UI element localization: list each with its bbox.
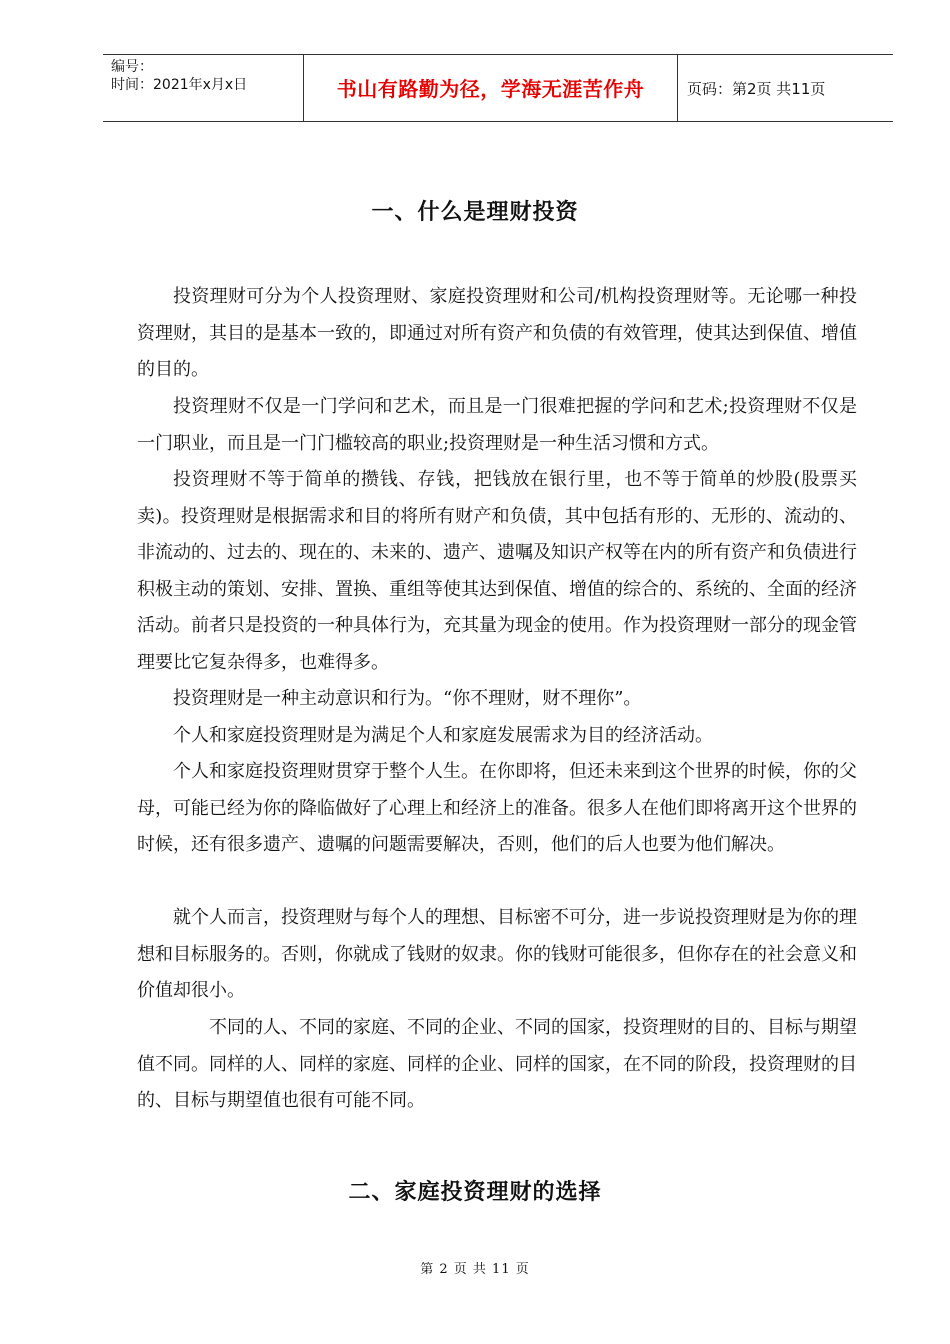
- section-2-heading: 二、家庭投资理财的选择: [348, 1180, 602, 1205]
- paragraph: 就个人而言，投资理财与每个人的理想、目标密不可分，进一步说投资理财是为你的理想和目标服务的。否则，你就成了钱财的奴隶。你的钱财可能很多，但你存在的社会意义和价值却很小。: [137, 907, 857, 1001]
- paragraph: 不同的人、不同的家庭、不同的企业、不同的国家，投资理财的目的、目标与期望值不同。同样的人、同样的家庭、同样的企业、同样的国家，在不同的阶段，投资理财的目的、目标与期望值也很有可能不同。: [137, 1017, 857, 1111]
- paragraph: 个人和家庭投资理财贯穿于整个人生。在你即将，但还未来到这个世界的时候，你的父母，可能已经为你的降临做好了心理上和经济上的准备。很多人在他们即将离开这个世界的时候，还有很多遗产、遗嘱的问题需要解决，否则，他们的后人也要为他们解决。: [137, 761, 857, 855]
- header-meta: [103, 55, 304, 121]
- paragraph: 投资理财不仅是一门学问和艺术，而且是一门很难把握的学问和艺术;投资理财不仅是一门职业，而且是一门门槛较高的职业;投资理财是一种生活习惯和方式。: [137, 396, 857, 454]
- date-label: 时间：2021年x月x日: [111, 77, 248, 93]
- paragraph: 投资理财是一种主动意识和行为。“你不理财，财不理你”。: [173, 688, 642, 709]
- paragraph: 投资理财可分为个人投资理财、家庭投资理财和公司/机构投资理财等。无论哪一种投资理财，其目的是基本一致的，即通过对所有资产和负债的有效管理，使其达到保值、增值的目的。: [137, 286, 857, 380]
- section-1-heading: 一、什么是理财投资: [371, 200, 579, 225]
- paragraph: 投资理财不等于简单的攒钱、存钱，把钱放在银行里，也不等于简单的炒股(股票买卖)。投资理财是根据需求和目的将所有财产和负债，其中包括有形的、无形的、流动的、非流动的、过去的、现在的、未来的、遗产、遗嘱及知识产权等在内的所有资产和负债进行积极主动的策划、安排、置换、重组等使其达到保值、增值的综合的、系统的、全面的经济活动。前者只是投资的一种具体行为，充其量为现金的使用。作为投资理财一部分的现金管理要比它复杂得多，也难得多。: [137, 469, 857, 673]
- header-motto: 书山有路勤为径，学海无涯苦作舟: [304, 55, 678, 121]
- document-header: [103, 54, 893, 122]
- paragraph: 个人和家庭投资理财是为满足个人和家庭发展需求为目的经济活动。: [173, 725, 713, 746]
- header-page-info: 页码：第2页 共11页: [687, 80, 826, 98]
- page-footer: 第 2 页 共 11 页: [420, 1262, 530, 1277]
- serial-number-label: 编号：: [111, 59, 153, 75]
